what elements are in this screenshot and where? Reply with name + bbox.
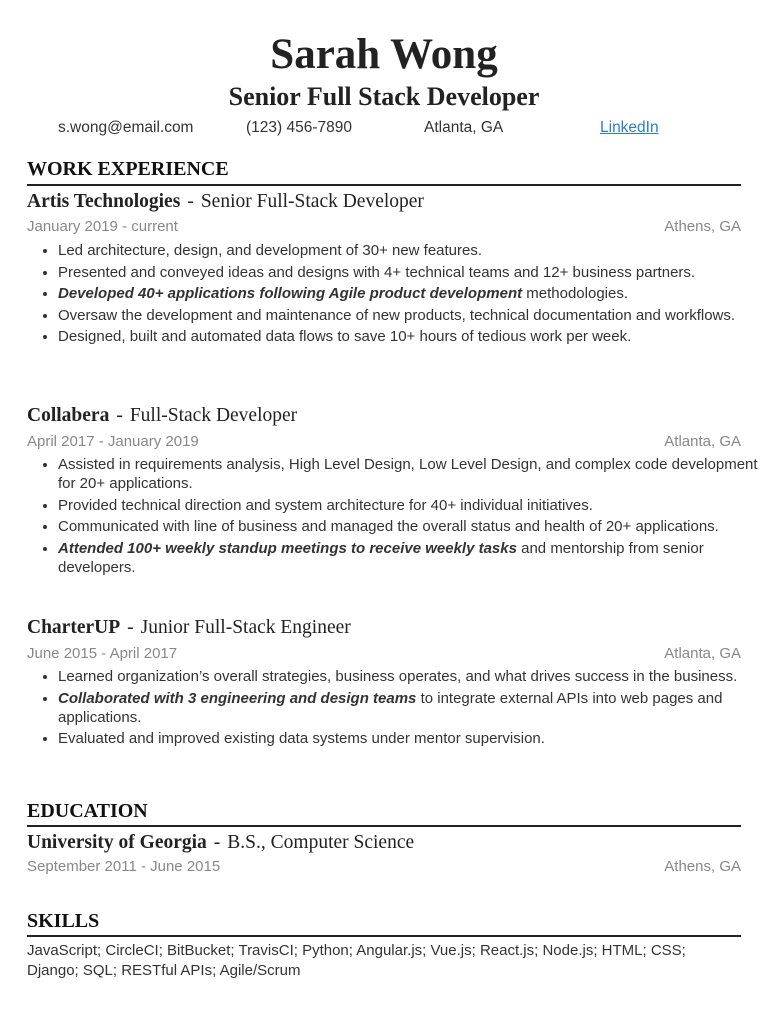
section-title-education: EDUCATION xyxy=(27,800,148,822)
education-meta xyxy=(27,858,741,875)
list-item: • Led architecture, design, and development of 30+ new features. xyxy=(58,241,768,260)
education-location: Athens, GA xyxy=(664,858,741,875)
job-separator: - xyxy=(116,405,123,426)
job-dates: June 2015 - April 2017 xyxy=(27,645,178,662)
resume-title: Senior Full Stack Developer xyxy=(228,82,540,111)
list-item: • Developed 40+ applications following Agile product development methodologies. xyxy=(58,284,768,303)
job-role: Senior Full-Stack Developer xyxy=(200,191,424,212)
list-item: • Communicated with line of business and managed the overall status and health of 20+ applications. xyxy=(58,517,768,536)
education-dates: September 2011 - June 2015 xyxy=(27,858,221,875)
section-divider xyxy=(27,825,741,827)
job-role: Junior Full-Stack Engineer xyxy=(140,617,351,638)
list-item: • Presented and conveyed ideas and designs with 4+ technical teams and 12+ business partners. xyxy=(58,263,768,282)
education-school: University of Georgia xyxy=(27,832,207,853)
job-company: Artis Technologies xyxy=(27,191,181,212)
list-item: • Provided technical direction and system architecture for 40+ individual initiatives. xyxy=(58,496,768,515)
job-meta xyxy=(27,433,741,450)
linkedin-link[interactable]: LinkedIn xyxy=(600,119,659,136)
job-heading xyxy=(27,617,351,639)
job-heading xyxy=(27,405,297,427)
list-item: • Learned organization’s overall strategies, business operates, and what drives success in the business. xyxy=(58,667,768,686)
job-separator: - xyxy=(127,617,134,638)
job-separator: - xyxy=(187,191,194,212)
list-item: • Assisted in requirements analysis, High Level Design, Low Level Design, and complex code development for 20+ applications. xyxy=(58,455,768,493)
job-dates: April 2017 - January 2019 xyxy=(27,433,199,450)
job-bullets xyxy=(30,241,768,349)
list-item: • Designed, built and automated data flows to save 10+ hours of tedious work per week. xyxy=(58,327,768,346)
job-company: CharterUP xyxy=(27,617,121,638)
contact-email[interactable]: s.wong@email.com xyxy=(58,119,194,136)
section-divider xyxy=(27,184,741,186)
section-divider xyxy=(27,935,741,937)
education-heading xyxy=(27,832,414,854)
job-location: Athens, GA xyxy=(664,218,741,235)
section-title-skills: SKILLS xyxy=(27,910,100,932)
education-separator: - xyxy=(213,832,221,853)
job-meta xyxy=(27,645,741,662)
section-title-work: WORK EXPERIENCE xyxy=(27,158,229,180)
resume-name: Sarah Wong xyxy=(270,31,498,78)
job-bullets xyxy=(30,455,768,579)
contact-location: Atlanta, GA xyxy=(424,119,504,136)
job-location: Atlanta, GA xyxy=(664,433,741,450)
contact-phone: (123) 456-7890 xyxy=(246,119,352,136)
skills-list: JavaScript; CircleCI; BitBucket; TravisCI; Python; Angular.js; Vue.js; React.js; Node.js; HTML; CSS; Django; SQL; RESTful APIs; Agile/Scrum xyxy=(27,942,686,979)
job-company: Collabera xyxy=(27,405,110,426)
education-degree: B.S., Computer Science xyxy=(227,832,415,853)
list-item: • Collaborated with 3 engineering and design teams to integrate external APIs into web pages and applications. xyxy=(58,689,768,727)
job-dates: January 2019 - current xyxy=(27,218,178,235)
list-item: • Attended 100+ weekly standup meetings to receive weekly tasks and mentorship from senior developers. xyxy=(58,539,768,577)
job-bullets xyxy=(30,667,768,751)
job-role: Full-Stack Developer xyxy=(129,405,298,426)
job-location: Atlanta, GA xyxy=(664,645,741,662)
list-item: • Evaluated and improved existing data systems under mentor supervision. xyxy=(58,729,768,748)
list-item: • Oversaw the development and maintenance of new products, technical documentation and workflows. xyxy=(58,306,768,325)
job-heading xyxy=(27,191,424,213)
job-meta xyxy=(27,218,741,235)
